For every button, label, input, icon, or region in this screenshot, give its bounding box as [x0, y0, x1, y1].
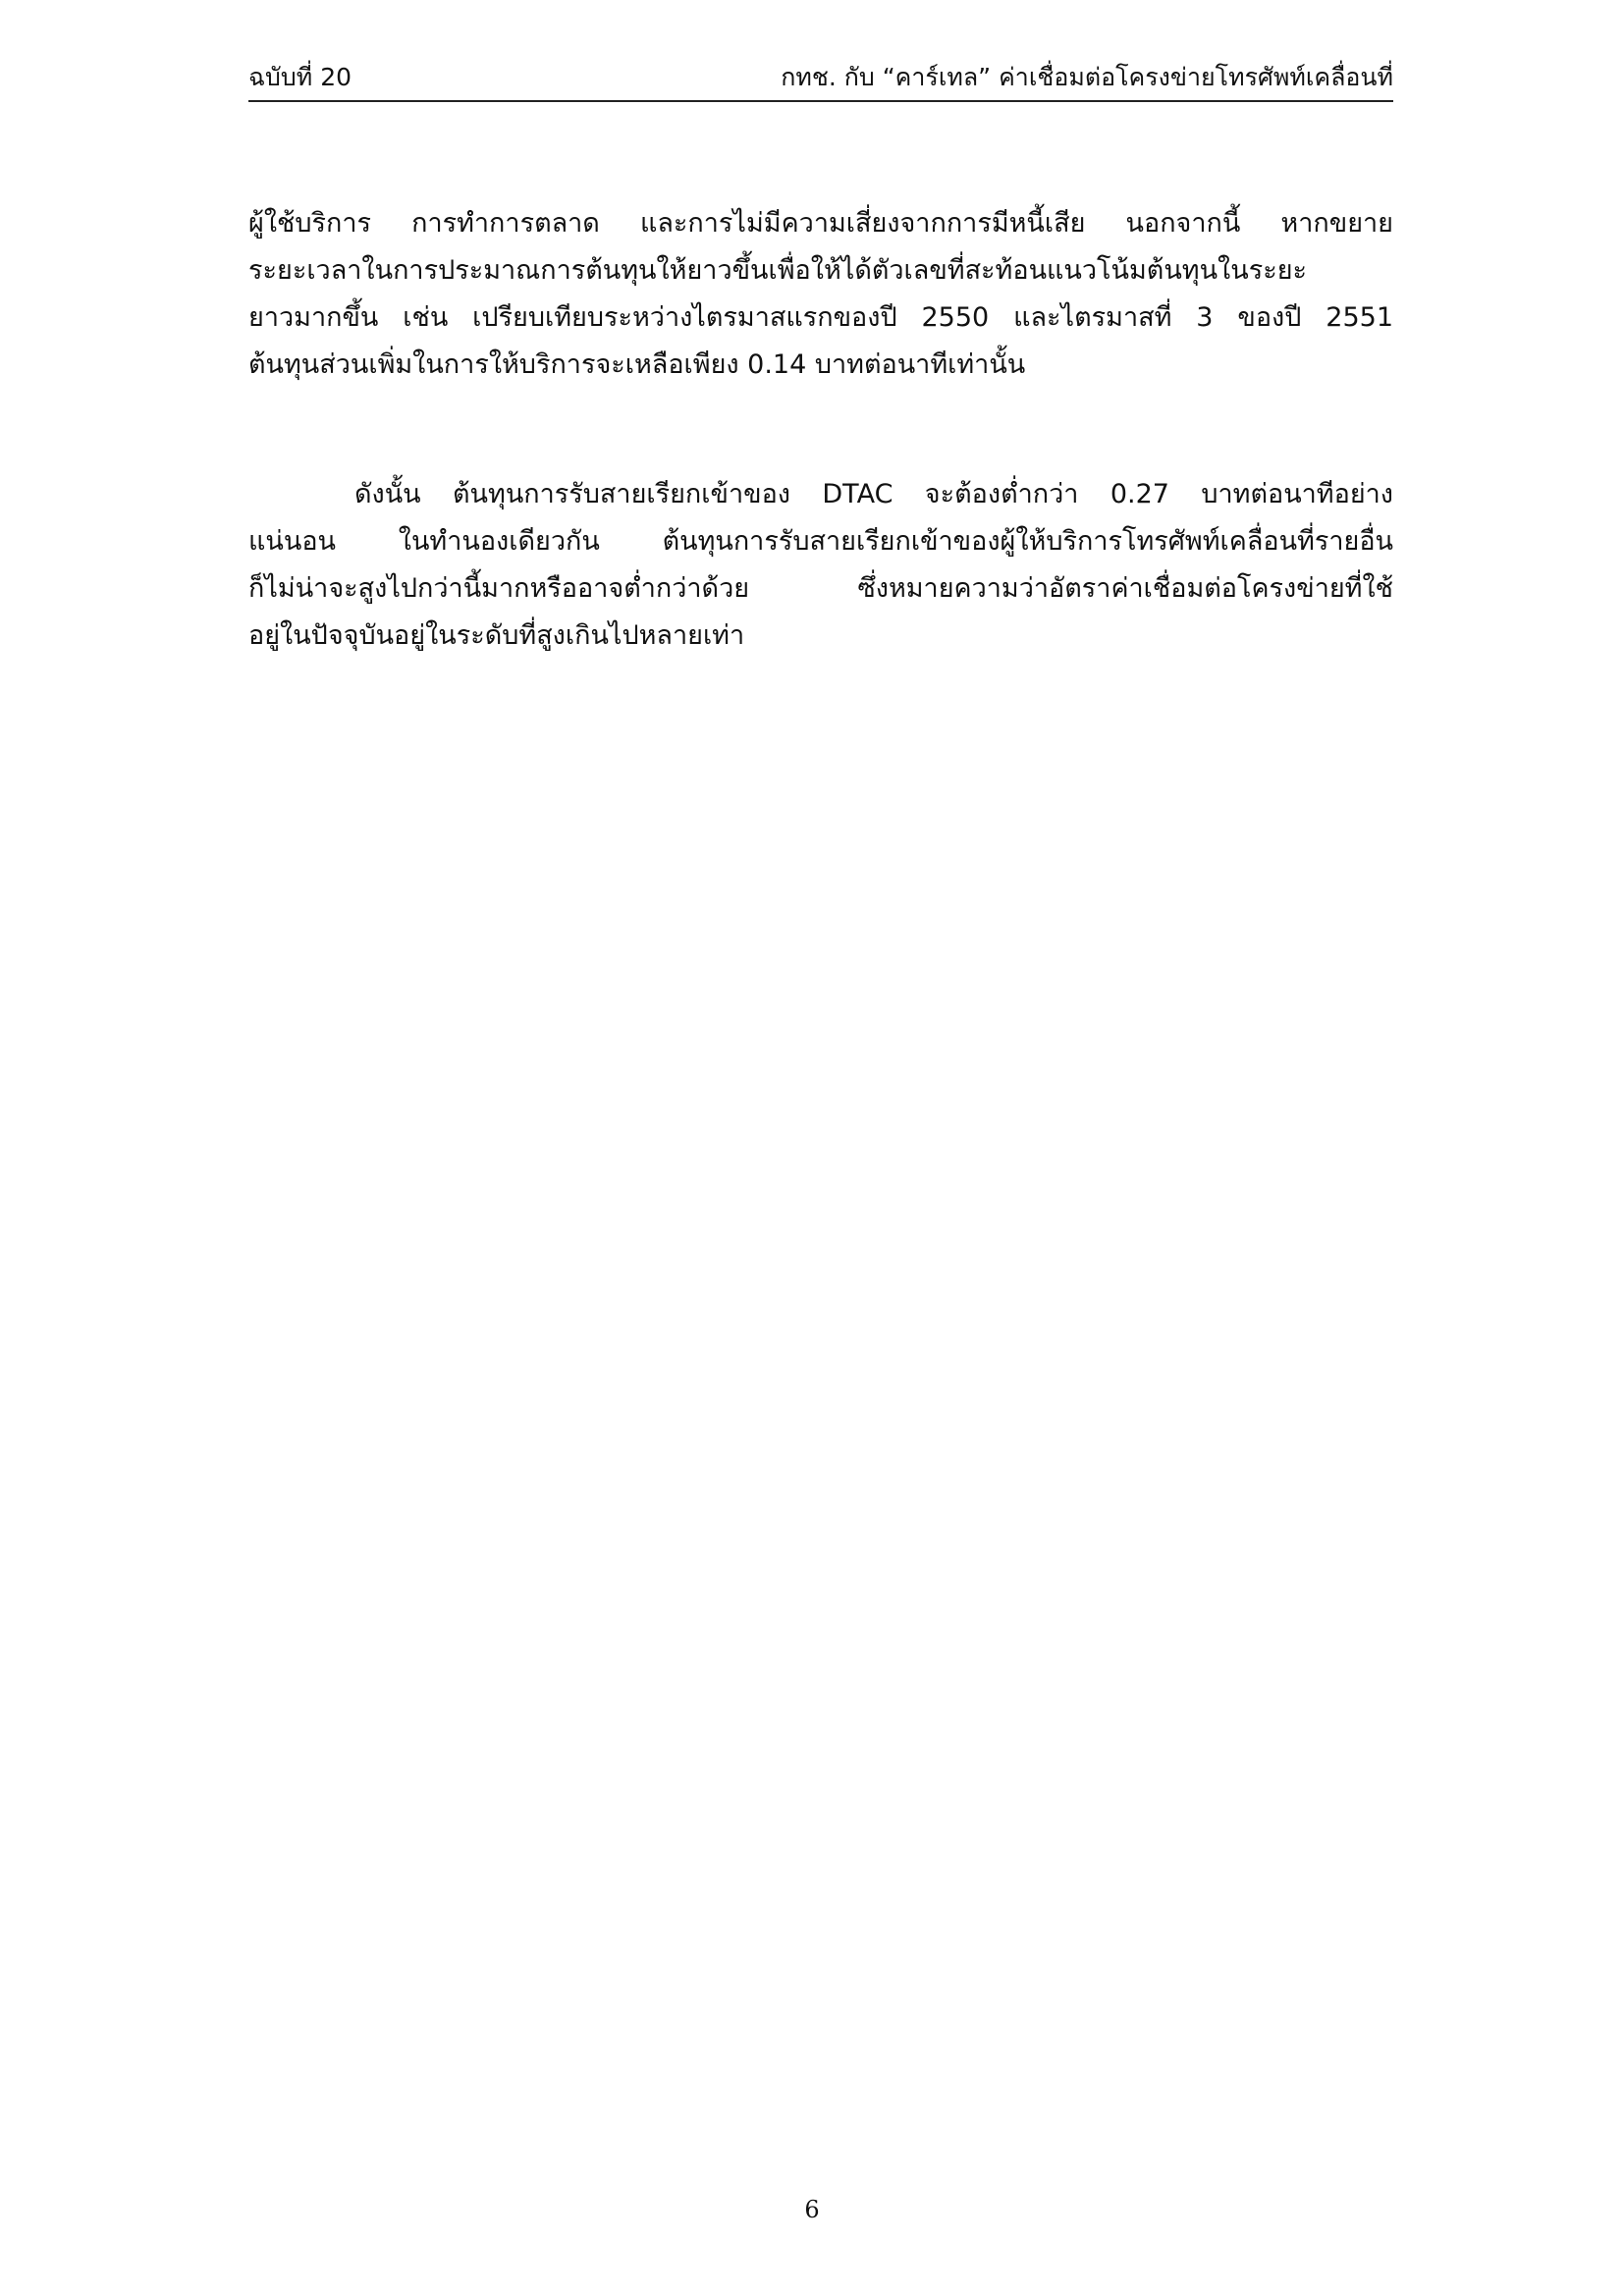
- paragraph-line: อยู่ในปัจจุบันอยู่ในระดับที่สูงเกินไปหลายเท่า: [248, 620, 745, 651]
- paragraph-line: ยาวมากขึ้น เช่น เปรียบเทียบระหว่างไตรมาสแรกของปี 2550 และไตรมาสที่ 3 ของปี 2551: [248, 302, 1393, 333]
- paragraph-line: ผู้ใช้บริการ การทำการตลาด และการไม่มีความเสี่ยงจากการมีหนี้เสีย นอกจากนี้ หากขยาย: [248, 208, 1393, 239]
- page-header: [248, 57, 1393, 102]
- paragraph-line: ต้นทุนส่วนเพิ่มในการให้บริการจะเหลือเพียง 0.14 บาทต่อนาทีเท่านั้น: [248, 349, 1026, 380]
- paragraph-line: แน่นอน ในทำนองเดียวกัน ต้นทุนการรับสายเรียกเข้าของผู้ให้บริการโทรศัพท์เคลื่อนที่รายอื่น: [248, 526, 1393, 557]
- paragraph-2: [248, 471, 1393, 660]
- page-number: 6: [804, 2196, 820, 2223]
- paragraph-line: ก็ไม่น่าจะสูงไปกว่านี้มากหรืออาจต่ำกว่าด้วย ซึ่งหมายความว่าอัตราค่าเชื่อมต่อโครงข่ายที่ใช้: [248, 573, 1393, 604]
- paragraph-line: ดังนั้น ต้นทุนการรับสายเรียกเข้าของ DTAC จะต้องต่ำกว่า 0.27 บาทต่อนาทีอย่าง: [354, 479, 1393, 509]
- paragraph-1: [248, 200, 1393, 389]
- paragraph-line: ระยะเวลาในการประมาณการต้นทุนให้ยาวขึ้นเพื่อให้ได้ตัวเลขที่สะท้อนแนวโน้มต้นทุนในระยะ: [248, 255, 1308, 286]
- issue-number: ฉบับที่ 20: [248, 63, 352, 91]
- document-title: กทช. กับ “คาร์เทล” ค่าเชื่อมต่อโครงข่ายโทรศัพท์เคลื่อนที่: [781, 63, 1393, 91]
